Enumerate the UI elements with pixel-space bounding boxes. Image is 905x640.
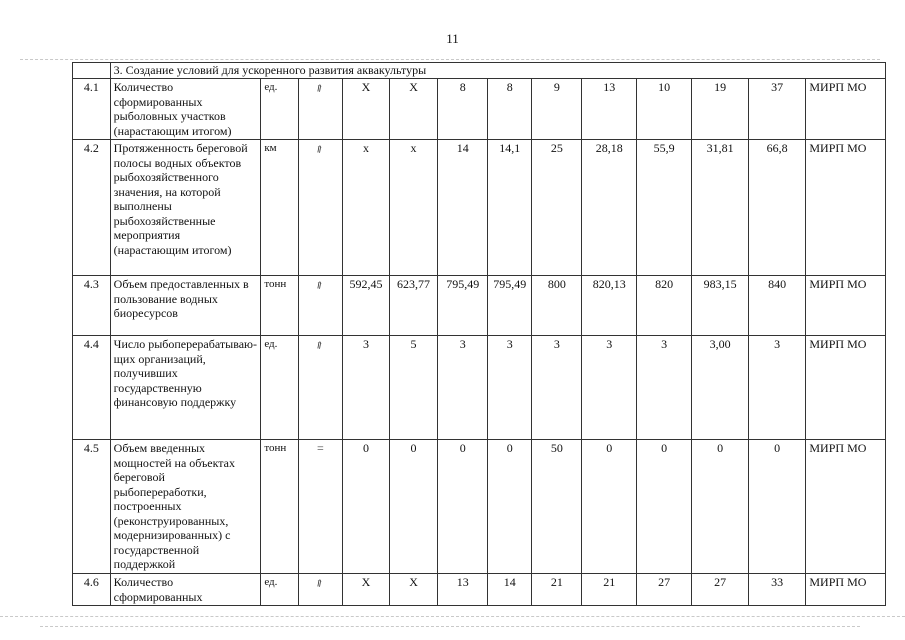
section-row-spacer: [73, 63, 111, 79]
value-cell: 27: [636, 574, 691, 606]
value-cell: 14: [438, 140, 488, 276]
responsible-cell: МИРП МО: [806, 140, 886, 276]
value-cell: x: [342, 140, 389, 276]
value-cell: 14: [488, 574, 532, 606]
value-cell: 13: [438, 574, 488, 606]
row-number: 4.1: [73, 79, 111, 140]
value-cell: 820,13: [582, 276, 636, 336]
row-number: 4.6: [73, 574, 111, 606]
table-row: [73, 79, 886, 140]
value-cell: 3,00: [692, 336, 749, 440]
responsible-cell: МИРП МО: [806, 79, 886, 140]
value-cell: 9: [532, 79, 582, 140]
trend-cell: [298, 276, 342, 336]
value-cell: 3: [748, 336, 806, 440]
responsible-cell: МИРП МО: [806, 574, 886, 606]
section-title: 3. Создание условий для ускоренного развития аквакультуры: [110, 63, 885, 79]
value-cell: 3: [342, 336, 389, 440]
value-cell: 25: [532, 140, 582, 276]
indicator-name: Объем предоставленных в пользование водных биоресурсов: [110, 276, 261, 336]
value-cell: 592,45: [342, 276, 389, 336]
value-cell: 623,77: [389, 276, 437, 336]
value-cell: 19: [692, 79, 749, 140]
value-cell: 795,49: [488, 276, 532, 336]
value-cell: 0: [342, 440, 389, 574]
unit-cell: ед.: [261, 79, 299, 140]
scan-artifact-line: [20, 59, 880, 60]
value-cell: 3: [488, 336, 532, 440]
value-cell: 31,81: [692, 140, 749, 276]
scan-artifact-line: [40, 626, 860, 627]
value-cell: 27: [692, 574, 749, 606]
unit-cell: ед.: [261, 336, 299, 440]
row-number: 4.4: [73, 336, 111, 440]
value-cell: 8: [438, 79, 488, 140]
responsible-cell: МИРП МО: [806, 336, 886, 440]
trend-cell: [298, 336, 342, 440]
value-cell: 14,1: [488, 140, 532, 276]
value-cell: 3: [438, 336, 488, 440]
unit-cell: ед.: [261, 574, 299, 606]
value-cell: 0: [636, 440, 691, 574]
value-cell: 0: [748, 440, 806, 574]
value-cell: 33: [748, 574, 806, 606]
indicator-name: Объем введенных мощностей на объектах береговой рыбопереработки, построенных (реконструированных, модернизированных) с государственной поддержкой: [110, 440, 261, 574]
trend-cell: [298, 140, 342, 276]
trend-arrow-icon: ⇗: [313, 338, 327, 353]
value-cell: 8: [488, 79, 532, 140]
trend-cell: [298, 79, 342, 140]
value-cell: X: [389, 574, 437, 606]
value-cell: 66,8: [748, 140, 806, 276]
value-cell: X: [389, 79, 437, 140]
trend-arrow-icon: ⇗: [313, 278, 327, 293]
value-cell: 13: [582, 79, 636, 140]
row-number: 4.2: [73, 140, 111, 276]
table-row: [73, 440, 886, 574]
page-bottom-margin: [0, 606, 905, 640]
value-cell: 3: [532, 336, 582, 440]
value-cell: 3: [582, 336, 636, 440]
value-cell: 21: [532, 574, 582, 606]
value-cell: X: [342, 79, 389, 140]
value-cell: x: [389, 140, 437, 276]
trend-arrow-icon: ⇗: [313, 576, 327, 591]
value-cell: 0: [438, 440, 488, 574]
indicator-name: Количество сформированных: [110, 574, 261, 606]
page-number: 11: [446, 31, 459, 46]
indicators-table: [72, 62, 886, 606]
table-row: [73, 336, 886, 440]
value-cell: 37: [748, 79, 806, 140]
table-row: [73, 574, 886, 606]
table-row: [73, 140, 886, 276]
trend-cell: [298, 440, 342, 574]
value-cell: 3: [636, 336, 691, 440]
value-cell: 0: [692, 440, 749, 574]
indicator-name: Число рыбоперерабатываю-щих организаций, получивших государственную финансовую поддержку: [110, 336, 261, 440]
value-cell: 0: [582, 440, 636, 574]
row-number: 4.5: [73, 440, 111, 574]
row-number: 4.3: [73, 276, 111, 336]
responsible-cell: МИРП МО: [806, 276, 886, 336]
value-cell: 795,49: [438, 276, 488, 336]
trend-cell: [298, 574, 342, 606]
trend-arrow-icon: ⇗: [313, 142, 327, 157]
section-row: [73, 63, 886, 79]
equals-icon: =: [317, 441, 324, 455]
value-cell: 820: [636, 276, 691, 336]
value-cell: 0: [488, 440, 532, 574]
value-cell: 10: [636, 79, 691, 140]
value-cell: 983,15: [692, 276, 749, 336]
responsible-cell: МИРП МО: [806, 440, 886, 574]
value-cell: 800: [532, 276, 582, 336]
value-cell: 50: [532, 440, 582, 574]
unit-cell: км: [261, 140, 299, 276]
value-cell: 5: [389, 336, 437, 440]
scan-artifact-line: [0, 616, 905, 617]
value-cell: 28,18: [582, 140, 636, 276]
unit-cell: тонн: [261, 440, 299, 574]
value-cell: 840: [748, 276, 806, 336]
unit-cell: тонн: [261, 276, 299, 336]
trend-arrow-icon: ⇗: [313, 81, 327, 96]
value-cell: 55,9: [636, 140, 691, 276]
indicator-name: Количество сформированных рыболовных участков (нарастающим итогом): [110, 79, 261, 140]
indicator-name: Протяженность береговой полосы водных объектов рыбохозяйственного значения, на которой выполнены рыбохозяйственные мероприятия (нарастающим итогом): [110, 140, 261, 276]
table-row: [73, 276, 886, 336]
value-cell: X: [342, 574, 389, 606]
value-cell: 21: [582, 574, 636, 606]
value-cell: 0: [389, 440, 437, 574]
